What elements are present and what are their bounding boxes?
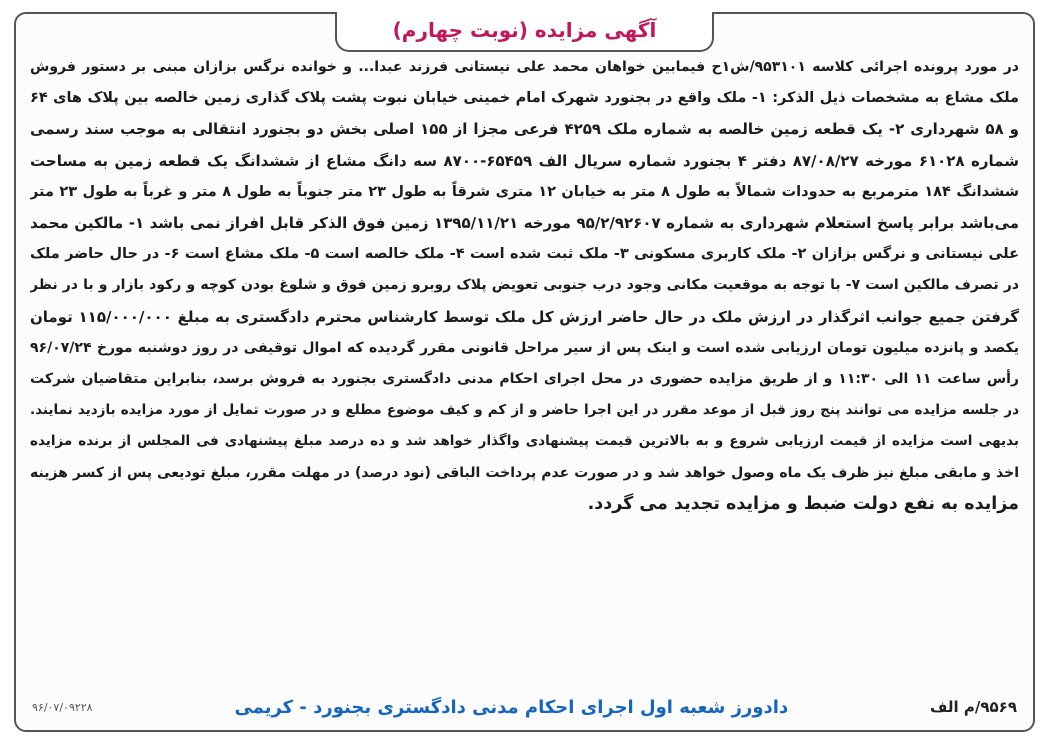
body-line: مزایده به نفع دولت ضبط و مزایده تجدید می گردد. [587, 493, 1019, 514]
body-line: در تصرف مالکین است ۷- با توجه به موقعیت مکانی وجود درب جنوبی تعویض پلاک روبرو زمین فوق و شلوغ بودن کوچه و رکود بازار و با در نظر [30, 277, 1019, 294]
body-line: اخذ و مابقی مبلغ نیز ظرف یک ماه وصول خواهد شد و در صورت عدم پرداخت الباقی (نود درصد) در مهلت مقرر، مبلغ تودیعی پس از کسر هزینه [30, 464, 1019, 481]
body-line: رأس ساعت ۱۱ الی ۱۱:۳۰ و از طریق مزایده حضوری در محل اجرای احکام مدنی دادگستری بجنورد به فروش برسد، بنابراین متقاضیان شرکت [30, 371, 1019, 388]
notice-body [30, 52, 1019, 520]
print-code: ۹۶/۰۷/۰۹۲۲۸ [32, 700, 93, 714]
body-line: بدیهی است مزایده از قیمت ارزیابی شروع و به بالاترین قیمت پیشنهادی واگذار خواهد شد و ده درصد مبلغ پیشنهادی فی المجلس از برنده مزایده [30, 433, 1019, 450]
reference-number: ۹۵۶۹/م الف [930, 698, 1017, 716]
body-line: در مورد پرونده اجرائی کلاسه ۹۵۳۱۰۱/ش۱ح فیمابین خواهان محمد علی نیستانی فرزند عبدا... و خوانده نرگس بزازان مبنی بر دستور فروش [30, 59, 1019, 75]
body-line: گرفتن جمیع جوانب اثرگذار در ارزش ملک در حال حاضر ارزش کل ملک توسط کارشناس محترم دادگستری به مبلغ ۱۱۵/۰۰۰/۰۰۰ تومان [30, 307, 1019, 326]
body-line: ملک مشاع به مشخصات ذیل الذکر: ۱- ملک واقع در بجنورد شهرک امام خمینی خیابان نبوت پشت پلاک گذاری زمین خالصه بین پلاک های ۶۴ [30, 90, 1019, 107]
notice-footer [32, 692, 1017, 722]
auction-notice [14, 12, 1035, 732]
body-line: می‌باشد برابر پاسخ استعلام شهرداری به شماره ۹۵/۲/۹۲۶۰۷ مورخه ۱۳۹۵/۱۱/۲۱ زمین فوق الذکر قابل افراز نمی باشد ۱- مالکین محمد [30, 214, 1019, 233]
issuer-signature: دادورز شعبه اول اجرای احکام مدنی دادگستری بجنورد - کریمی [234, 696, 789, 718]
body-line: و ۵۸ شهرداری ۲- یک قطعه زمین خالصه به شماره ملک ۴۲۵۹ فرعی مجزا از ۱۵۵ اصلی بخش دو بجنورد انتقالی به موجب سند رسمی [30, 120, 1019, 139]
title-tab [16, 12, 1033, 52]
notice-title: آگهی مزایده (نوبت چهارم) [335, 12, 715, 52]
body-line: در جلسه مزایده می توانند پنج روز قبل از موعد مقرر در این اجرا حاضر و از کم و کیف موضوع مطلع و در صورت تمایل از مورد مزایده بازدید نمایند. [30, 402, 1019, 419]
body-line: ششدانگ ۱۸۴ مترمربع به حدودات شمالاً به طول ۸ متر به خیابان ۱۲ متری شرقاً به طول ۲۳ متر جنوباً به طول ۸ متر و غرباً به طول ۲۳ متر [30, 183, 1019, 200]
body-line: یکصد و پانزده میلیون تومان ارزیابی شده است و اینک پس از سیر مراحل قانونی مقرر گردیده که اموال توقیفی در روز دوشنبه مورخ ۹۶/۰۷/۲۴ [30, 339, 1019, 356]
body-line: شماره ۶۱۰۲۸ مورخه ۸۷/۰۸/۲۷ دفتر ۴ بجنورد شماره سریال الف ۶۵۴۵۹-۸۷۰۰ سه دانگ مشاع از ششدانگ یک قطعه زمین به مساحت [30, 151, 1019, 170]
body-line: علی نیستانی و نرگس بزازان ۲- ملک کاربری مسکونی ۳- ملک ثبت شده است ۴- ملک خالصه است ۵- ملک مشاع است ۶- در حال حاضر ملک [30, 246, 1019, 263]
